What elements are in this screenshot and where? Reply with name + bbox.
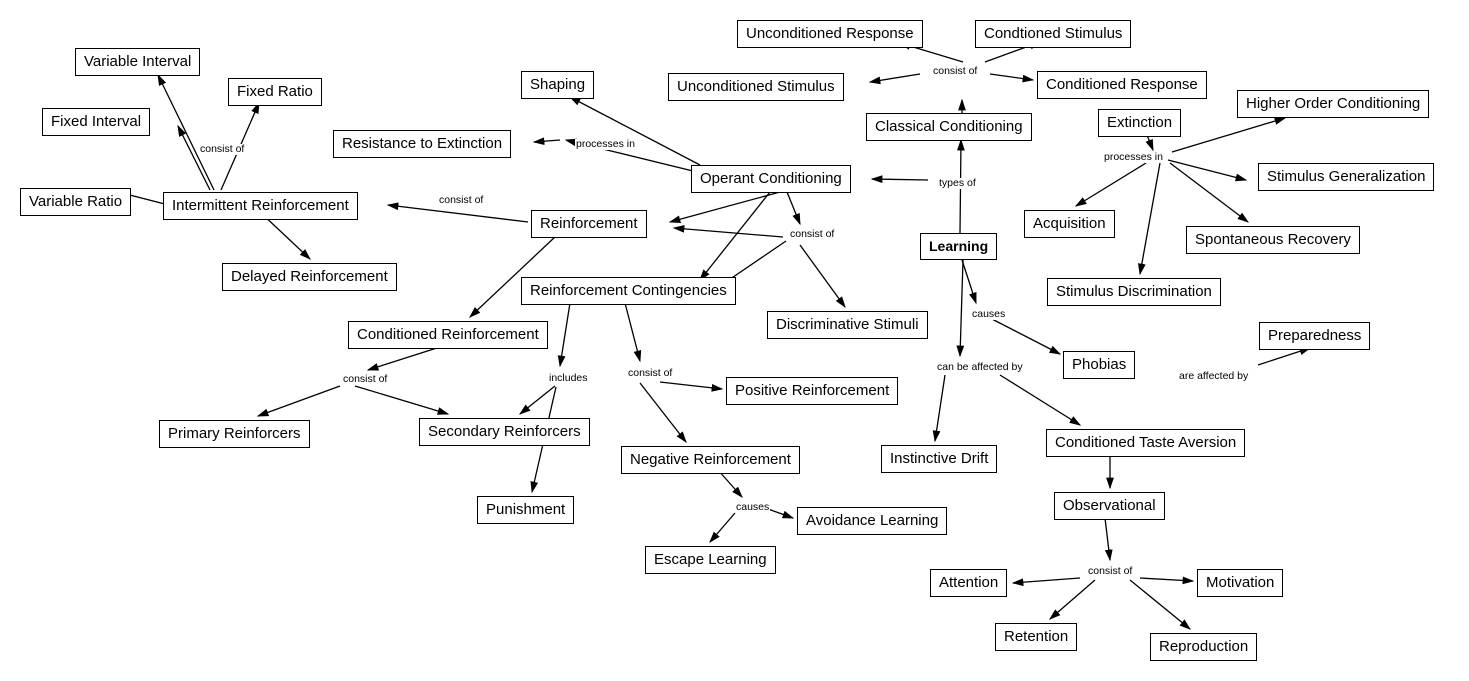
node-stimulus-generalization[interactable]: Stimulus Generalization (1258, 163, 1434, 191)
node-phobias[interactable]: Phobias (1063, 351, 1135, 379)
node-fixed-ratio[interactable]: Fixed Ratio (228, 78, 322, 106)
node-conditioned-taste-aversion[interactable]: Conditioned Taste Aversion (1046, 429, 1245, 457)
edge-contingencies-consistof-stem (625, 303, 640, 361)
edge-observational-stem (1105, 518, 1110, 560)
edge-label-includes: includes (549, 372, 588, 384)
edge-operant-contingencies (700, 192, 770, 280)
edge-observational-attention (1013, 578, 1080, 583)
edge-label-consist-of-schedules: consist of (200, 143, 245, 155)
node-primary-reinforcers[interactable]: Primary Reinforcers (159, 420, 310, 448)
edge-label-causes-escape: causes (736, 501, 770, 513)
edge-extinction-stimulus-discrimination (1140, 163, 1160, 274)
edge-intermittent-variable-interval (158, 75, 214, 190)
edge-extinction-higher-order (1172, 118, 1285, 152)
node-higher-order-conditioning[interactable]: Higher Order Conditioning (1237, 90, 1429, 118)
edge-intermittent-fixed-interval (178, 126, 210, 190)
edge-label-types-of: types of (939, 177, 976, 189)
edge-types-of-operant (872, 179, 928, 180)
edge-operant-consist-of-stem (787, 192, 800, 224)
edge-cond-reinf-stem (368, 347, 440, 370)
node-retention[interactable]: Retention (995, 623, 1077, 651)
node-classical-conditioning[interactable]: Classical Conditioning (866, 113, 1032, 141)
edge-operant-reinforcement (670, 192, 780, 222)
edge-causes-escape (710, 513, 735, 542)
node-fixed-interval[interactable]: Fixed Interval (42, 108, 150, 136)
node-unconditioned-stimulus[interactable]: Unconditioned Stimulus (668, 73, 844, 101)
node-escape-learning[interactable]: Escape Learning (645, 546, 776, 574)
edge-extinction-spontaneous-recovery (1170, 163, 1248, 222)
edge-label-are-affected-by: are affected by (1179, 370, 1249, 382)
edge-cond-reinf-primary (258, 386, 340, 416)
node-delayed-reinforcement[interactable]: Delayed Reinforcement (222, 263, 397, 291)
edge-label-consist-of-intermittent: consist of (439, 194, 484, 206)
node-intermittent-reinforcement[interactable]: Intermittent Reinforcement (163, 192, 358, 220)
edge-causes-phobias (990, 318, 1060, 354)
edge-processes-in-resistance (534, 140, 560, 142)
edge-label-causes-phobias: causes (972, 308, 1006, 320)
node-unconditioned-response[interactable]: Unconditioned Response (737, 20, 923, 48)
node-resistance-to-extinction[interactable]: Resistance to Extinction (333, 130, 511, 158)
edge-operant-shaping (570, 97, 700, 165)
edge-label-consist-of-classical: consist of (933, 65, 978, 77)
node-variable-ratio[interactable]: Variable Ratio (20, 188, 131, 216)
node-reinforcement-contingencies[interactable]: Reinforcement Contingencies (521, 277, 736, 305)
node-spontaneous-recovery[interactable]: Spontaneous Recovery (1186, 226, 1360, 254)
node-conditioned-response[interactable]: Conditioned Response (1037, 71, 1207, 99)
node-negative-reinforcement[interactable]: Negative Reinforcement (621, 446, 800, 474)
node-positive-reinforcement[interactable]: Positive Reinforcement (726, 377, 898, 405)
node-attention[interactable]: Attention (930, 569, 1007, 597)
edge-consistof-reinforcement (674, 228, 783, 237)
node-condtioned-stimulus[interactable]: Condtioned Stimulus (975, 20, 1131, 48)
node-discriminative-stimuli[interactable]: Discriminative Stimuli (767, 311, 928, 339)
node-punishment[interactable]: Punishment (477, 496, 574, 524)
edge-includes-secondary (520, 386, 555, 414)
edge-cc-conditioned-response (990, 74, 1033, 80)
edge-label-consist-of-reinforcement: consist of (790, 228, 835, 240)
node-operant-conditioning[interactable]: Operant Conditioning (691, 165, 851, 193)
node-preparedness[interactable]: Preparedness (1259, 322, 1370, 350)
edge-consistof-positive (660, 382, 722, 389)
edge-label-processes-in-operant: processes in (576, 138, 635, 150)
edge-causes-avoidance (768, 509, 793, 518)
edge-reinforcement-intermittent (388, 205, 528, 222)
edge-observational-retention (1050, 580, 1095, 619)
edge-label-consist-of-conditioned-reinforcement: consist of (343, 373, 388, 385)
node-acquisition[interactable]: Acquisition (1024, 210, 1115, 238)
edge-extinction-stimulus-generalization (1168, 160, 1246, 180)
edge-label-processes-in-extinction: processes in (1104, 151, 1163, 163)
node-avoidance-learning[interactable]: Avoidance Learning (797, 507, 947, 535)
node-shaping[interactable]: Shaping (521, 71, 594, 99)
edge-cc-unconditioned-stimulus (870, 74, 920, 82)
edge-negative-causes-stem (718, 470, 742, 497)
node-motivation[interactable]: Motivation (1197, 569, 1283, 597)
node-learning[interactable]: Learning (920, 233, 997, 260)
edge-affected-taste-aversion (1000, 375, 1080, 425)
node-secondary-reinforcers[interactable]: Secondary Reinforcers (419, 418, 590, 446)
edge-learning-affected-stem (960, 260, 963, 356)
edge-label-consist-of-contingencies: consist of (628, 367, 673, 379)
node-observational[interactable]: Observational (1054, 492, 1165, 520)
edge-extinction-acquisition (1076, 163, 1146, 206)
edge-affected-instinctive-drift (935, 375, 945, 441)
node-reinforcement[interactable]: Reinforcement (531, 210, 647, 238)
edge-consistof-discriminative (800, 245, 845, 307)
node-conditioned-reinforcement[interactable]: Conditioned Reinforcement (348, 321, 548, 349)
edge-extinction-stem (1147, 135, 1153, 150)
edge-label-consist-of-observational: consist of (1088, 565, 1133, 577)
edge-label-can-be-affected-by: can be affected by (937, 361, 1023, 373)
edge-observational-motivation (1140, 578, 1193, 581)
node-variable-interval[interactable]: Variable Interval (75, 48, 200, 76)
node-instinctive-drift[interactable]: Instinctive Drift (881, 445, 997, 473)
edge-consistof-negative (640, 383, 686, 442)
node-reproduction[interactable]: Reproduction (1150, 633, 1257, 661)
node-extinction[interactable]: Extinction (1098, 109, 1181, 137)
node-stimulus-discrimination[interactable]: Stimulus Discrimination (1047, 278, 1221, 306)
edge-cond-reinf-secondary (355, 386, 448, 414)
edge-learning-causes-stem (962, 260, 976, 303)
edge-contingencies-includes-stem (560, 303, 570, 366)
edge-observational-reproduction (1130, 580, 1190, 629)
edge-preparedness-affected (1258, 348, 1310, 365)
